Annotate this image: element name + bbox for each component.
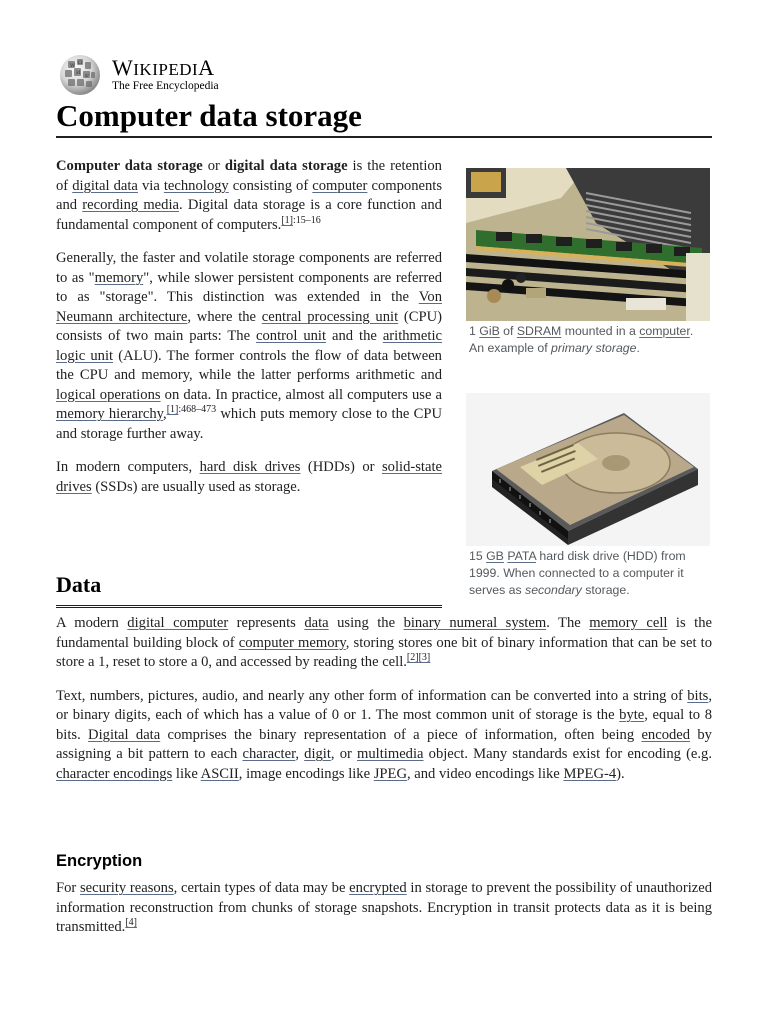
text: ). — [616, 765, 625, 782]
link-multimedia[interactable]: multimedia — [357, 746, 424, 762]
text: by assigning a bit pattern to each — [56, 726, 712, 762]
section-heading-data: Data — [56, 570, 442, 608]
text: components and — [56, 177, 442, 213]
sdram-photo[interactable] — [466, 168, 710, 321]
text: on data. In practice, almost all computers use a — [160, 386, 442, 403]
text: or — [202, 158, 225, 174]
text: in storage to prevent the possibility of unauthorized information reconstruction from chunks of storage snapshots. Encryption in transit protects data as it is being transmitted. — [56, 880, 712, 935]
italic-term: primary storage — [551, 341, 637, 355]
text: . An example of — [469, 324, 694, 355]
text: and the — [326, 328, 383, 344]
encryption-paragraph-1 — [56, 879, 712, 938]
intro-paragraph-3 — [56, 458, 442, 497]
figure-hdd — [466, 393, 710, 599]
bold-term: Computer data storage — [56, 158, 203, 174]
text: , or — [330, 746, 358, 762]
text: (ALU). The former controls the flow of data between the CPU and memory, while the latter performs arithmetic and — [56, 347, 442, 383]
figure-sdram-caption — [466, 321, 710, 357]
text: hard disk drive (HDD) from 1999. When connected to a computer it serves as — [469, 549, 686, 597]
text: For — [56, 880, 80, 896]
link-jpeg[interactable]: JPEG — [373, 765, 407, 782]
link-computer-memory[interactable]: computer memory — [238, 634, 346, 651]
link-ascii[interactable]: ASCII — [200, 765, 239, 782]
svg-text:W: W — [70, 63, 76, 69]
link-computer[interactable]: computer — [312, 177, 368, 194]
text: Text, numbers, pictures, audio, and nearly any other form of information can be converted into a string of — [56, 687, 688, 704]
text: , or binary digits, each of which has a value of 0 or 1. The most common unit of storage is the — [56, 687, 712, 723]
link-control-unit[interactable]: control unit — [256, 328, 327, 344]
citation[interactable] — [407, 652, 430, 663]
link-character[interactable]: character — [242, 746, 296, 762]
citation-pages: :468–473 — [178, 404, 217, 416]
text: via — [137, 177, 164, 194]
text: (HDDs) or — [300, 459, 382, 475]
text: , — [163, 406, 167, 422]
text: consisting of — [228, 177, 313, 194]
text: object. Many standards exist for encoding (e.g. — [423, 746, 713, 762]
citation-pages: :15–16 — [293, 214, 321, 226]
text: ", while slower persistent components are referred to as "storage". This distinction was extended in the — [56, 269, 443, 305]
text: mounted in a — [561, 324, 640, 338]
citation-link[interactable]: [1] — [166, 404, 179, 416]
link-pata[interactable]: PATA — [507, 549, 537, 563]
citation-link[interactable]: [1] — [281, 214, 293, 226]
citation[interactable] — [281, 215, 320, 226]
link-encoded[interactable]: encoded — [641, 726, 691, 743]
citation-link[interactable]: [3] — [418, 652, 431, 664]
link-von-neumann-architecture[interactable]: Von Neumann architecture — [56, 289, 442, 325]
link-gb[interactable]: GB — [486, 549, 504, 563]
link-digit[interactable]: digit — [304, 746, 331, 762]
wordmark-initial: W — [112, 55, 134, 81]
wikipedia-globe-logo-icon — [56, 53, 104, 97]
link-solid-state-drives[interactable]: solid-state drives — [56, 459, 442, 495]
link-arithmetic-logic-unit[interactable]: arithmetic logic unit — [56, 328, 442, 364]
data-paragraph-1 — [56, 614, 712, 673]
text: like — [172, 765, 201, 782]
page-title: Computer data storage — [56, 96, 712, 138]
link-memory-hierarchy[interactable]: memory hierarchy — [56, 406, 164, 422]
text: comprises the binary representation of a piece of information, often being — [160, 726, 642, 743]
link-computer-caption[interactable]: computer — [639, 324, 690, 338]
wikipedia-wordmark — [112, 57, 219, 79]
wordmark-final: A — [198, 55, 215, 81]
link-digital-computer[interactable]: digital computer — [127, 615, 229, 631]
wikipedia-header[interactable] — [56, 54, 219, 96]
link-central-processing-unit[interactable]: central processing unit — [261, 308, 399, 325]
link-binary-numeral-system[interactable]: binary numeral system — [403, 615, 547, 631]
svg-text:ש: ש — [85, 73, 89, 79]
text: , image encodings like — [238, 765, 374, 782]
text: , where the — [187, 308, 262, 325]
link-recording-media[interactable]: recording media — [82, 197, 179, 213]
intro-section — [56, 157, 442, 497]
hdd-photo[interactable] — [466, 393, 710, 546]
figure-hdd-caption — [466, 546, 710, 599]
link-logical-operations[interactable]: logical operations — [56, 386, 161, 403]
link-character-encodings[interactable]: character encodings — [56, 765, 173, 782]
wikipedia-brand — [112, 57, 219, 93]
text: (SSDs) are usually used as storage. — [91, 478, 301, 495]
wordmark-smallcaps: IKIPEDI — [133, 60, 199, 80]
intro-paragraph-1 — [56, 157, 442, 235]
text: . The — [546, 615, 590, 631]
link-hard-disk-drives[interactable]: hard disk drives — [199, 459, 301, 475]
data-section-body — [56, 614, 712, 784]
link-memory-cell[interactable]: memory cell — [589, 615, 668, 631]
link-security-reasons[interactable]: security reasons — [79, 880, 174, 896]
italic-term: secondary — [525, 583, 582, 597]
text: In modern computers, — [56, 459, 200, 475]
citation-link[interactable]: [4] — [125, 917, 137, 929]
citation[interactable] — [125, 917, 137, 928]
svg-text:Ω: Ω — [78, 60, 83, 66]
data-paragraph-2 — [56, 687, 712, 785]
section-heading-encryption: Encryption — [56, 852, 143, 870]
text: storage. — [581, 583, 630, 597]
text: which puts memory close to the CPU and storage further away. — [56, 406, 442, 442]
link-data[interactable]: data — [304, 615, 329, 631]
text: , equal to 8 bits. — [56, 707, 712, 743]
link-digital-data[interactable]: digital data — [72, 177, 138, 194]
figure-sdram — [466, 168, 710, 357]
bold-term: digital data storage — [224, 158, 348, 174]
citation-link[interactable]: [2] — [406, 652, 419, 664]
text: (CPU) consists of two main parts: The — [56, 308, 443, 344]
text: . — [636, 341, 640, 355]
text: Generally, the faster and volatile storage components are referred to as " — [56, 250, 442, 286]
text: , and video encodings like — [406, 765, 564, 782]
text: is the retention of — [56, 158, 442, 194]
intro-paragraph-2 — [56, 249, 442, 444]
text: , certain types of data may be — [173, 880, 350, 896]
text: using the — [328, 615, 404, 631]
text: , storing stores one bit of binary information that can be set to store a 1, reset to store a 0, and accessed by reading the cell. — [56, 634, 713, 670]
link-digital-data-2[interactable]: Digital data — [88, 726, 161, 743]
link-encrypted[interactable]: encrypted — [349, 880, 407, 896]
text: is the fundamental building block of — [56, 615, 712, 651]
text: . Digital data storage is a core function and fundamental component of computers. — [56, 197, 442, 233]
link-bits[interactable]: bits — [687, 687, 709, 704]
link-sdram[interactable]: SDRAM — [516, 324, 562, 338]
text: represents — [228, 615, 305, 631]
text: 1 — [469, 324, 480, 338]
link-technology[interactable]: technology — [163, 177, 229, 194]
link-memory[interactable]: memory — [94, 269, 144, 286]
text: A modern — [56, 615, 128, 631]
text: of — [499, 324, 517, 338]
text: 15 — [469, 549, 487, 563]
link-mpeg-4[interactable]: MPEG-4 — [563, 765, 617, 782]
encryption-section-body — [56, 879, 712, 938]
wikipedia-tagline: The Free Encyclopedia — [112, 80, 219, 93]
citation[interactable] — [167, 404, 216, 415]
link-byte[interactable]: byte — [619, 707, 645, 723]
svg-text:И: И — [76, 70, 81, 76]
text: , — [295, 746, 305, 762]
link-gib[interactable]: GiB — [479, 324, 500, 338]
